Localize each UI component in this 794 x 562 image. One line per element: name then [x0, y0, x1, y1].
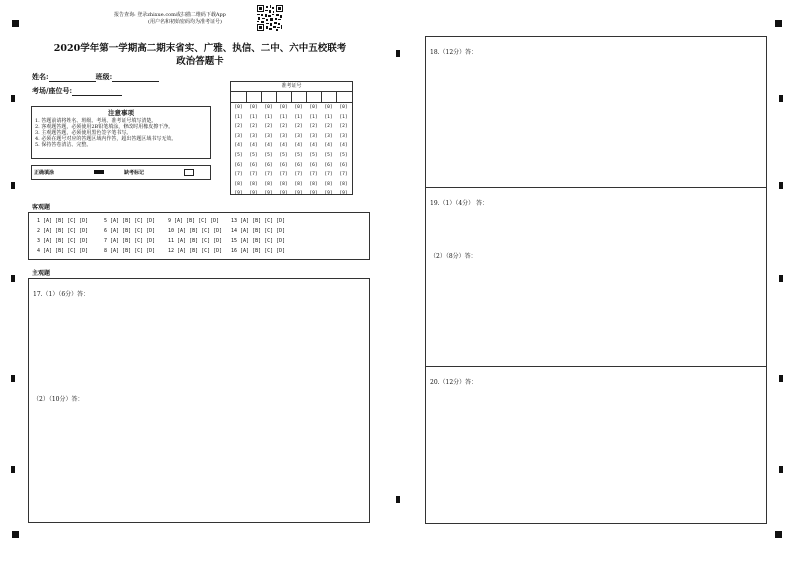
registration-mark-top-right: [775, 20, 782, 27]
objective-item[interactable]: 16 [A] [B] [C] [D]: [231, 248, 286, 254]
fill-example-box: [31, 165, 211, 180]
room-seat-label: 考场/座位号:: [32, 86, 73, 95]
objective-item[interactable]: 11 [A] [B] [C] [D]: [168, 238, 223, 244]
absent-mark-checkbox[interactable]: [184, 169, 194, 176]
timing-mark: [779, 466, 783, 473]
notice-item: 3. 主观题答题，必须使用黑色签字笔书写。: [35, 130, 132, 136]
objective-answer-box: [28, 212, 370, 260]
q19-answer-box[interactable]: [425, 187, 767, 367]
subjective-section-label: 主观题: [32, 270, 51, 277]
exam-id-column[interactable]: [0] [1] [2] [3] [4] [5] [6] [7] [8] [9]: [324, 105, 333, 197]
objective-row[interactable]: [37, 238, 285, 244]
q17-part1-label: 17.（1）（6分）答：: [33, 291, 90, 298]
timing-mark: [11, 275, 15, 282]
objective-item[interactable]: 2 [A] [B] [C] [D]: [37, 228, 89, 234]
notice-item: 5. 保持答卷清洁、完整。: [35, 142, 92, 148]
room-line: [32, 86, 122, 96]
timing-mark: [779, 95, 783, 102]
exam-id-box: [230, 81, 353, 195]
exam-id-column[interactable]: [0] [1] [2] [3] [4] [5] [6] [7] [8] [9]: [279, 105, 288, 197]
center-mark: [396, 496, 400, 503]
correct-fill-label: 正确填涂: [34, 170, 55, 176]
objective-item[interactable]: 6 [A] [B] [C] [D]: [104, 228, 156, 234]
exam-id-write-row: [231, 92, 352, 103]
exam-id-column[interactable]: [0] [1] [2] [3] [4] [5] [6] [7] [8] [9]: [234, 105, 243, 197]
exam-id-column[interactable]: [0] [1] [2] [3] [4] [5] [6] [7] [8] [9]: [264, 105, 273, 197]
exam-id-column[interactable]: [0] [1] [2] [3] [4] [5] [6] [7] [8] [9]: [249, 105, 258, 197]
objective-item[interactable]: 15 [A] [B] [C] [D]: [231, 238, 286, 244]
qr-code: [257, 5, 283, 31]
name-class-line: [32, 72, 159, 82]
registration-mark-bottom-left: [12, 531, 19, 538]
q19-part2-label: （2）（8分）答：: [430, 253, 477, 260]
objective-item[interactable]: 3 [A] [B] [C] [D]: [37, 238, 89, 244]
name-field[interactable]: [49, 74, 96, 82]
registration-mark-bottom-right: [775, 531, 782, 538]
objective-row[interactable]: [37, 218, 285, 224]
notice-item: 4. 必须在题号对应的答题区域内作答，超出答题区域书写无效。: [35, 136, 177, 142]
q19-part1-label: 19.（1）（4分） 答：: [430, 200, 489, 207]
exam-id-bubble-grid[interactable]: [231, 103, 352, 195]
notice-box: [31, 106, 211, 159]
timing-mark: [11, 95, 15, 102]
class-label: 班级:: [95, 72, 113, 81]
name-label: 姓名:: [32, 72, 49, 81]
objective-section-label: 客观题: [32, 204, 51, 211]
login-hint-text: (用户名和初始密码均为准考证号): [148, 19, 222, 25]
q17-part2-label: （2）（10分）答：: [33, 396, 84, 403]
exam-subtitle: 政治答题卡: [176, 56, 224, 67]
report-query-text: 报告查询: 登录zhixue.com或扫描二维码下载App: [114, 12, 226, 18]
q20-answer-box[interactable]: [425, 366, 767, 524]
objective-item[interactable]: 12 [A] [B] [C] [D]: [168, 248, 223, 254]
timing-mark: [779, 375, 783, 382]
objective-item[interactable]: 9 [A] [B] [C] [D]: [168, 218, 220, 224]
objective-item[interactable]: 10 [A] [B] [C] [D]: [168, 228, 223, 234]
objective-item[interactable]: 1 [A] [B] [C] [D]: [37, 218, 89, 224]
room-seat-field[interactable]: [72, 88, 122, 96]
timing-mark: [779, 182, 783, 189]
correct-fill-sample: [94, 170, 104, 174]
objective-row[interactable]: [37, 248, 285, 254]
absent-mark-label: 缺考标记: [124, 170, 145, 176]
q17-answer-box[interactable]: [28, 278, 370, 523]
notice-list: [32, 118, 210, 148]
timing-mark: [779, 275, 783, 282]
notice-title: 注意事项: [108, 109, 134, 117]
exam-id-column[interactable]: [0] [1] [2] [3] [4] [5] [6] [7] [8] [9]: [294, 105, 303, 197]
objective-item[interactable]: 5 [A] [B] [C] [D]: [104, 218, 156, 224]
objective-item[interactable]: 4 [A] [B] [C] [D]: [37, 248, 89, 254]
center-mark: [396, 50, 400, 57]
exam-id-column[interactable]: [0] [1] [2] [3] [4] [5] [6] [7] [8] [9]: [309, 105, 318, 197]
notice-item: 2. 客观题答题，必须使用2B铅笔填涂，修改时用橡皮擦干净。: [35, 124, 174, 130]
objective-item[interactable]: 13 [A] [B] [C] [D]: [231, 218, 286, 224]
exam-id-column[interactable]: [0] [1] [2] [3] [4] [5] [6] [7] [8] [9]: [339, 105, 348, 197]
objective-item[interactable]: 14 [A] [B] [C] [D]: [231, 228, 286, 234]
timing-mark: [11, 182, 15, 189]
q18-answer-box[interactable]: [425, 36, 767, 188]
timing-mark: [11, 375, 15, 382]
q20-label: 20.（12分）答：: [430, 379, 478, 386]
objective-item[interactable]: 8 [A] [B] [C] [D]: [104, 248, 156, 254]
class-field[interactable]: [112, 74, 159, 82]
notice-item: 1. 答题前请将姓名、班级、考场、准考证号填写清楚。: [35, 118, 157, 124]
exam-id-label: 准考证号: [231, 82, 352, 92]
q18-label: 18.（12分）答：: [430, 49, 478, 56]
registration-mark-top-left: [12, 20, 19, 27]
objective-row[interactable]: [37, 228, 285, 234]
timing-mark: [11, 466, 15, 473]
objective-item[interactable]: 7 [A] [B] [C] [D]: [104, 238, 156, 244]
exam-title: 2020学年第一学期高二期末省实、广雅、执信、二中、六中五校联考: [53, 43, 347, 54]
